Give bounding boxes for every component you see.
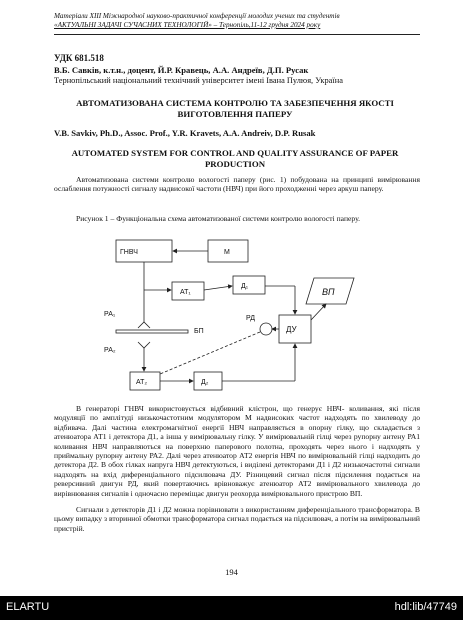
functional-diagram [76,224,406,402]
label-rd: РД [246,315,255,322]
conference-header [54,12,434,30]
paragraph-3: Сигнали з детекторів Д1 і Д2 можна порівнювати з використанням диференціального трансформатора. В цьому випадку з вторинної обмотки трансформатора сигнал подається на підсилювач, а потім на вимірювальний пристрій. [54,505,420,533]
institution: Тернопільський національний технічний університет імені Івана Пулюя, Україна [54,76,343,85]
label-d2: Д₂ [201,379,209,386]
header-rule [54,34,420,35]
label-at1: АТ₁ [180,289,191,296]
label-m: М [224,249,230,256]
footer-left-label: ELARTU [6,601,50,613]
header-line-2: «АКТУАЛЬНІ ЗАДАЧІ СУЧАСНИХ ТЕХНОЛОГІЙ» – Тернопіль,11-12 грудня 2024 року [54,21,321,29]
label-vp: ВП [322,287,335,297]
paragraph-1: Автоматизована системи контролю вологості паперу (рис. 1) побудована на принципі вимірювання ослаблення потужності сигналу надвисокої частоти (НВЧ) при його проходженні через аркуш паперу. [54,175,420,194]
label-gnvch: ГНВЧ [120,249,138,256]
figure-caption: Рисунок 1 – Функціональна схема автоматизованої системи контролю вологості паперу. [76,214,361,223]
title-ua: АВТОМАТИЗОВАНА СИСТЕМА КОНТРОЛЮ ТА ЗАБЕЗПЕЧЕННЯ ЯКОСТІ ВИГОТОВЛЕННЯ ПАПЕРУ [76,98,394,119]
footer-handle-link[interactable]: hdl:lib/47749 [394,601,457,613]
block-d1 [233,276,265,294]
label-du: ДУ [286,325,297,334]
paragraph-2: В генераторі ГНВЧ використовується відбивний клістрон, що генерує НВЧ- коливання, які після модуляції по амплітуді низькочастотним модулятором М надвисоких частот надходять по хвилеводу до відбивача. Далі частина електромагнітної енергії НВЧ направляється в опорну гілку, що складається з атенюатора АТ1 і детектора Д1, а інша у вимірювальну гілку. У вимірювальній гілці через рупорну антену РА1 коливання НВЧ направляються на поверхню паперового полотна, проходять через нього і надходять у приймальну рупорну антену РА2. Далі через атенюатор АТ2 енергія НВЧ по вимірювальній гілці надходить до детектора Д2. В обох гілках напруга НВЧ детектуються, і виділені детекторами Д1 і Д2 низькочастотні сигнали надходять на вхід диференціального підсилювача ДУ. Різницевий сигнал після підсилення подається на реверсивний двигун РД, який повертаючись врівноважує атенюатор АТ2 вимірювального хвилевода до вирівнювання сигналів і одночасно переміщає двигун реохорда вимірювального пристрою ВП. [54,404,420,498]
repository-footer [0,596,463,620]
authors-ua: В.Б. Савків, к.т.н., доцент, Й.Р. Кравець, А.А. Андреїв, Д.П. Русак [54,65,309,75]
udk-code: УДК 681.518 [54,53,104,63]
page-number: 194 [225,567,238,577]
label-d1: Д₁ [241,283,249,290]
label-ra2: РА₂ [104,347,116,354]
authors-en: V.B. Savkiv, Ph.D., Assoc. Prof., Y.R. Kravets, A.A. Andreiv, D.P. Rusak [54,128,316,138]
label-ra1: РА₁ [104,311,116,318]
header-line-1: Матеріали XIII Міжнародної науково-практичної конференції молодих учених та студентів [54,12,340,20]
label-at2: АТ₂ [136,379,148,386]
label-bp: БП [194,328,204,335]
title-en: AUTOMATED SYSTEM FOR CONTROL AND QUALITY ASSURANCE OF PAPER PRODUCTION [71,148,399,169]
motor-rd [260,323,272,335]
